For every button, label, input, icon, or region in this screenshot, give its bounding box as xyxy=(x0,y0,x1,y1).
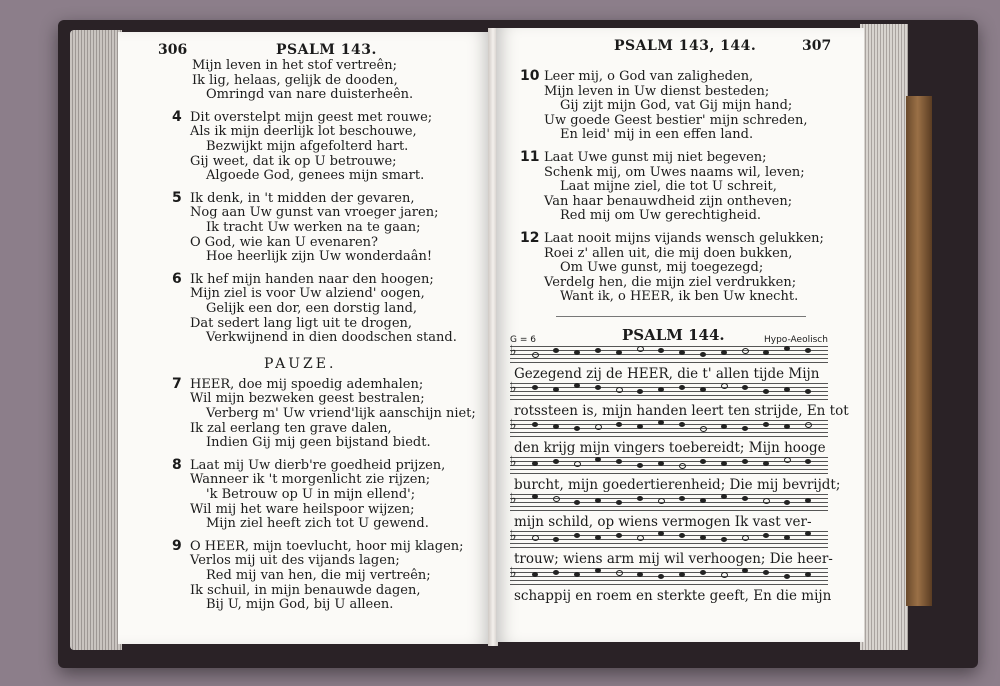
music-note xyxy=(595,424,602,430)
verse-number: 8 xyxy=(172,456,182,473)
music-note xyxy=(574,461,581,467)
verse-line: Want ik, o HEER, ik ben Uw knecht. xyxy=(560,289,799,305)
music-note xyxy=(679,385,685,390)
staff-line xyxy=(510,358,828,359)
verse-line: Als ik mijn deerlijk lot beschouwe, xyxy=(190,124,417,140)
verse-line: Algoede God, genees mijn smart. xyxy=(206,168,425,184)
staff-line xyxy=(510,543,828,544)
page-header-right: PSALM 143, 144. xyxy=(614,38,757,54)
staff-line xyxy=(510,457,828,458)
music-note xyxy=(595,457,601,462)
lyric-line: schappij en roem en sterkte geeft, En die mijn xyxy=(514,588,832,604)
music-note xyxy=(679,533,685,538)
verse-line: Bezwijkt mijn afgefolterd hart. xyxy=(206,138,409,154)
music-staff xyxy=(510,380,828,399)
verse-line: Wanneer ik 't morgenlicht zie rijzen; xyxy=(190,472,431,488)
music-note xyxy=(616,387,623,393)
music-note xyxy=(532,494,538,499)
verse-number: 10 xyxy=(520,68,540,84)
staff-line xyxy=(510,568,828,569)
left-page xyxy=(118,32,490,644)
music-note xyxy=(658,498,665,504)
staff-line xyxy=(510,510,828,511)
verse-line: Mijn ziel heeft zich tot U gewend. xyxy=(206,516,429,532)
staff-line xyxy=(510,547,828,548)
verse-line: Ik schuil, in mijn benauwde dagen, xyxy=(190,582,421,598)
clef-icon: ♭ xyxy=(510,528,517,544)
music-note xyxy=(763,533,769,538)
music-note xyxy=(784,574,790,579)
staff-line xyxy=(510,362,828,363)
verse-line: Ik lig, helaas, gelijk de dooden, xyxy=(192,72,398,88)
music-note xyxy=(658,574,664,579)
staff-line xyxy=(510,383,828,384)
music-note xyxy=(742,496,748,501)
verse-line: En leid' mij in een effen land. xyxy=(560,127,754,143)
music-note xyxy=(532,422,538,427)
music-note xyxy=(721,461,727,466)
music-note xyxy=(742,426,748,431)
verse-line: Laat nooit mijns vijands wensch gelukken; xyxy=(544,231,824,246)
page-edges-left xyxy=(70,30,122,650)
verse-line: Schenk mij, om Uwes naams wil, leven; xyxy=(544,164,805,180)
music-note xyxy=(553,459,559,464)
music-note xyxy=(763,570,769,575)
music-note xyxy=(784,387,790,392)
verse-line: Laat mijne ziel, die tot U schreit, xyxy=(560,179,777,195)
staff-line xyxy=(510,395,828,396)
music-note xyxy=(700,426,707,432)
staff-line xyxy=(510,506,828,507)
music-note xyxy=(637,346,644,352)
verse-number: 12 xyxy=(520,230,540,246)
music-note xyxy=(805,498,811,503)
verse-line: Verberg m' Uw vriend'lijk aanschijn niet; xyxy=(206,405,476,421)
verse-line: Mijn leven in Uw dienst besteden; xyxy=(544,83,770,99)
verse-line: Om Uwe gunst, mij toegezegd; xyxy=(560,260,764,276)
music-note xyxy=(679,422,685,427)
music-note xyxy=(700,459,706,464)
verse-line: Mijn ziel is voor Uw alziend' oogen, xyxy=(190,286,425,302)
music-note xyxy=(763,422,769,427)
music-note xyxy=(805,572,811,577)
music-note xyxy=(637,535,644,541)
song-key: G = 6 xyxy=(510,335,536,345)
staff-line xyxy=(510,469,828,470)
music-note xyxy=(532,352,539,358)
music-note xyxy=(763,389,769,394)
verse-number: 6 xyxy=(172,270,182,287)
verse-line: O God, wie kan U evenaren? xyxy=(190,234,379,250)
music-note xyxy=(742,385,748,390)
music-note xyxy=(532,385,538,390)
verse-line: Verdelg hen, die mijn ziel verdrukken; xyxy=(544,274,797,290)
music-note xyxy=(805,422,812,428)
music-note xyxy=(595,498,601,503)
wooden-edge xyxy=(906,96,932,606)
clef-icon: ♭ xyxy=(510,380,517,396)
verse-line: Hoe heerlijk zijn Uw wonderdaân! xyxy=(206,249,433,265)
staff-line xyxy=(510,531,828,532)
music-note xyxy=(616,570,623,576)
staff-line xyxy=(510,465,828,466)
music-staff xyxy=(510,343,828,362)
music-note xyxy=(553,570,559,575)
music-note xyxy=(721,537,727,542)
verse-line: Gij weet, dat ik op U betrouwe; xyxy=(190,153,397,169)
song-title: PSALM 144. xyxy=(622,326,725,344)
music-note xyxy=(679,350,685,355)
staff-line xyxy=(510,576,828,577)
music-note xyxy=(553,496,560,502)
music-note xyxy=(637,424,643,429)
staff-line xyxy=(510,535,828,536)
lyric-line: Gezegend zij de HEER, die t' allen tijde Mijn xyxy=(514,366,820,382)
staff-line xyxy=(510,432,828,433)
music-note xyxy=(679,572,685,577)
section-divider xyxy=(556,316,806,317)
music-note xyxy=(721,494,727,499)
music-note xyxy=(532,535,539,541)
music-note xyxy=(763,350,769,355)
music-note xyxy=(595,535,601,540)
verse-line: Red mij van hen, die mij vertreên; xyxy=(206,567,431,583)
music-note xyxy=(532,461,538,466)
verse-line: Dit overstelpt mijn geest met rouwe; xyxy=(190,109,433,125)
music-staff xyxy=(510,454,828,473)
verse-line: Van haar benauwdheid zijn ontheven; xyxy=(544,193,793,209)
music-note xyxy=(721,572,728,578)
verse-line: Nog aan Uw gunst van vroeger jaren; xyxy=(190,205,439,221)
music-staff xyxy=(510,565,828,584)
page-number-right: 307 xyxy=(802,38,832,54)
staff-line xyxy=(510,580,828,581)
verse-number: 5 xyxy=(172,189,182,206)
verse-number: 11 xyxy=(520,149,540,165)
staff-line xyxy=(510,354,828,355)
verse-line: Bij U, mijn God, bij U alleen. xyxy=(206,597,394,613)
music-note xyxy=(784,424,790,429)
staff-line xyxy=(510,399,828,400)
verse-line: Verkwijnend in dien doodschen stand. xyxy=(206,330,457,346)
verse-number: 4 xyxy=(172,108,182,125)
lyric-line: mijn schild, op wiens vermogen Ik vast ver- xyxy=(514,514,812,530)
music-note xyxy=(637,496,643,501)
clef-icon: ♭ xyxy=(510,454,517,470)
verse-line: O HEER, mijn toevlucht, hoor mij klagen; xyxy=(190,538,464,554)
music-note xyxy=(784,500,790,505)
staff-line xyxy=(510,584,828,585)
music-note xyxy=(616,500,622,505)
music-note xyxy=(700,535,706,540)
music-note xyxy=(742,535,749,541)
music-note xyxy=(574,383,580,388)
music-staff xyxy=(510,491,828,510)
music-note xyxy=(805,389,811,394)
verse-line: Wil mijn bezweken geest bestralen; xyxy=(190,391,425,407)
music-note xyxy=(721,424,727,429)
music-note xyxy=(595,568,601,573)
verse-line: Roei z' allen uit, die mij doen bukken, xyxy=(544,245,793,261)
verse-line: Omringd van nare duisterheên. xyxy=(206,87,414,103)
music-note xyxy=(595,348,601,353)
verse-line: Ik denk, in 't midden der gevaren, xyxy=(190,190,415,206)
music-note xyxy=(700,352,706,357)
verse-line: Red mij om Uw gerechtigheid. xyxy=(560,208,762,224)
music-note xyxy=(700,498,706,503)
verse-line: HEER, doe mij spoedig ademhalen; xyxy=(190,376,424,392)
music-note xyxy=(742,568,748,573)
music-staff xyxy=(510,528,828,547)
staff-line xyxy=(510,420,828,421)
verse-line: 'k Betrouw op U in mijn ellend'; xyxy=(206,486,416,502)
music-note xyxy=(553,424,559,429)
music-note xyxy=(616,533,622,538)
music-note xyxy=(574,500,580,505)
music-note xyxy=(553,348,559,353)
music-note xyxy=(637,463,643,468)
music-note xyxy=(553,537,559,542)
music-note xyxy=(574,533,580,538)
music-note xyxy=(721,350,727,355)
verse-line: Uw goede Geest bestier' mijn schreden, xyxy=(544,112,808,128)
verse-line: Laat mij Uw dierb're goedheid prijzen, xyxy=(190,457,446,473)
music-note xyxy=(679,463,686,469)
verse-line: Ik hef mijn handen naar den hoogen; xyxy=(190,271,434,287)
clef-icon: ♭ xyxy=(510,565,517,581)
music-note xyxy=(637,389,643,394)
verse-line: Laat Uwe gunst mij niet begeven; xyxy=(544,150,767,165)
music-note xyxy=(742,459,748,464)
verse-line: Gelijk een dor, een dorstig land, xyxy=(206,300,418,316)
music-note xyxy=(784,346,790,351)
music-note xyxy=(616,459,622,464)
music-note xyxy=(679,496,685,501)
staff-line xyxy=(510,494,828,495)
verse-line: Leer mij, o God van zaligheden, xyxy=(544,69,754,84)
music-note xyxy=(574,426,580,431)
lyric-line: burcht, mijn goedertierenheid; Die mij bevrijdt; xyxy=(514,477,841,493)
verse-number: 7 xyxy=(172,375,182,392)
music-note xyxy=(742,348,749,354)
music-note xyxy=(700,387,706,392)
music-note xyxy=(700,570,706,575)
music-note xyxy=(553,387,559,392)
music-note xyxy=(721,383,728,389)
music-staff xyxy=(510,417,828,436)
verse-line: Mijn leven in het stof vertreên; xyxy=(192,58,397,73)
page-edges-right xyxy=(860,24,908,650)
clef-icon: ♭ xyxy=(510,491,517,507)
music-note xyxy=(616,350,622,355)
song-mode: Hypo-Aeolisch xyxy=(764,335,828,345)
clef-icon: ♭ xyxy=(510,343,517,359)
music-note xyxy=(658,461,664,466)
music-note xyxy=(532,572,538,577)
verse-line: Gij zijt mijn God, vat Gij mijn hand; xyxy=(560,98,793,114)
music-note xyxy=(595,385,601,390)
music-note xyxy=(574,350,580,355)
music-note xyxy=(784,535,790,540)
music-note xyxy=(658,420,664,425)
music-note xyxy=(805,531,811,536)
verse-line: Dat sedert lang ligt uit te drogen, xyxy=(190,315,413,331)
staff-line xyxy=(510,502,828,503)
music-note xyxy=(658,387,664,392)
music-note xyxy=(658,531,664,536)
verse-line: Indien Gij mij geen bijstand biedt. xyxy=(206,435,431,451)
staff-line xyxy=(510,473,828,474)
pauze-marker: PAUZE. xyxy=(264,355,337,372)
verse-line: Verlos mij uit des vijands lagen; xyxy=(190,553,400,569)
lyric-line: den krijg mijn vingers toebereidt; Mijn hooge xyxy=(514,440,826,456)
right-page xyxy=(496,28,864,642)
music-note xyxy=(763,498,770,504)
verse-line: Ik tracht Uw werken na te gaan; xyxy=(206,219,421,235)
music-note xyxy=(805,459,811,464)
music-note xyxy=(574,572,580,577)
lyric-line: trouw; wiens arm mij wil verhoogen; Die heer- xyxy=(514,551,833,567)
page-header-left: PSALM 143. xyxy=(276,42,377,58)
page-number-left: 306 xyxy=(158,42,188,58)
clef-icon: ♭ xyxy=(510,417,517,433)
music-note xyxy=(805,348,811,353)
lyric-line: rotssteen is, mijn handen leert ten strijde, En tot xyxy=(514,403,849,419)
music-note xyxy=(658,348,664,353)
verse-line: Ik zal eerlang ten grave dalen, xyxy=(190,420,392,436)
staff-line xyxy=(510,346,828,347)
music-note xyxy=(616,422,622,427)
music-note xyxy=(763,461,769,466)
music-note xyxy=(784,457,791,463)
verse-number: 9 xyxy=(172,537,182,554)
verse-line: Wil mij het ware heilspoor wijzen; xyxy=(190,501,415,517)
music-note xyxy=(637,572,643,577)
staff-line xyxy=(510,436,828,437)
